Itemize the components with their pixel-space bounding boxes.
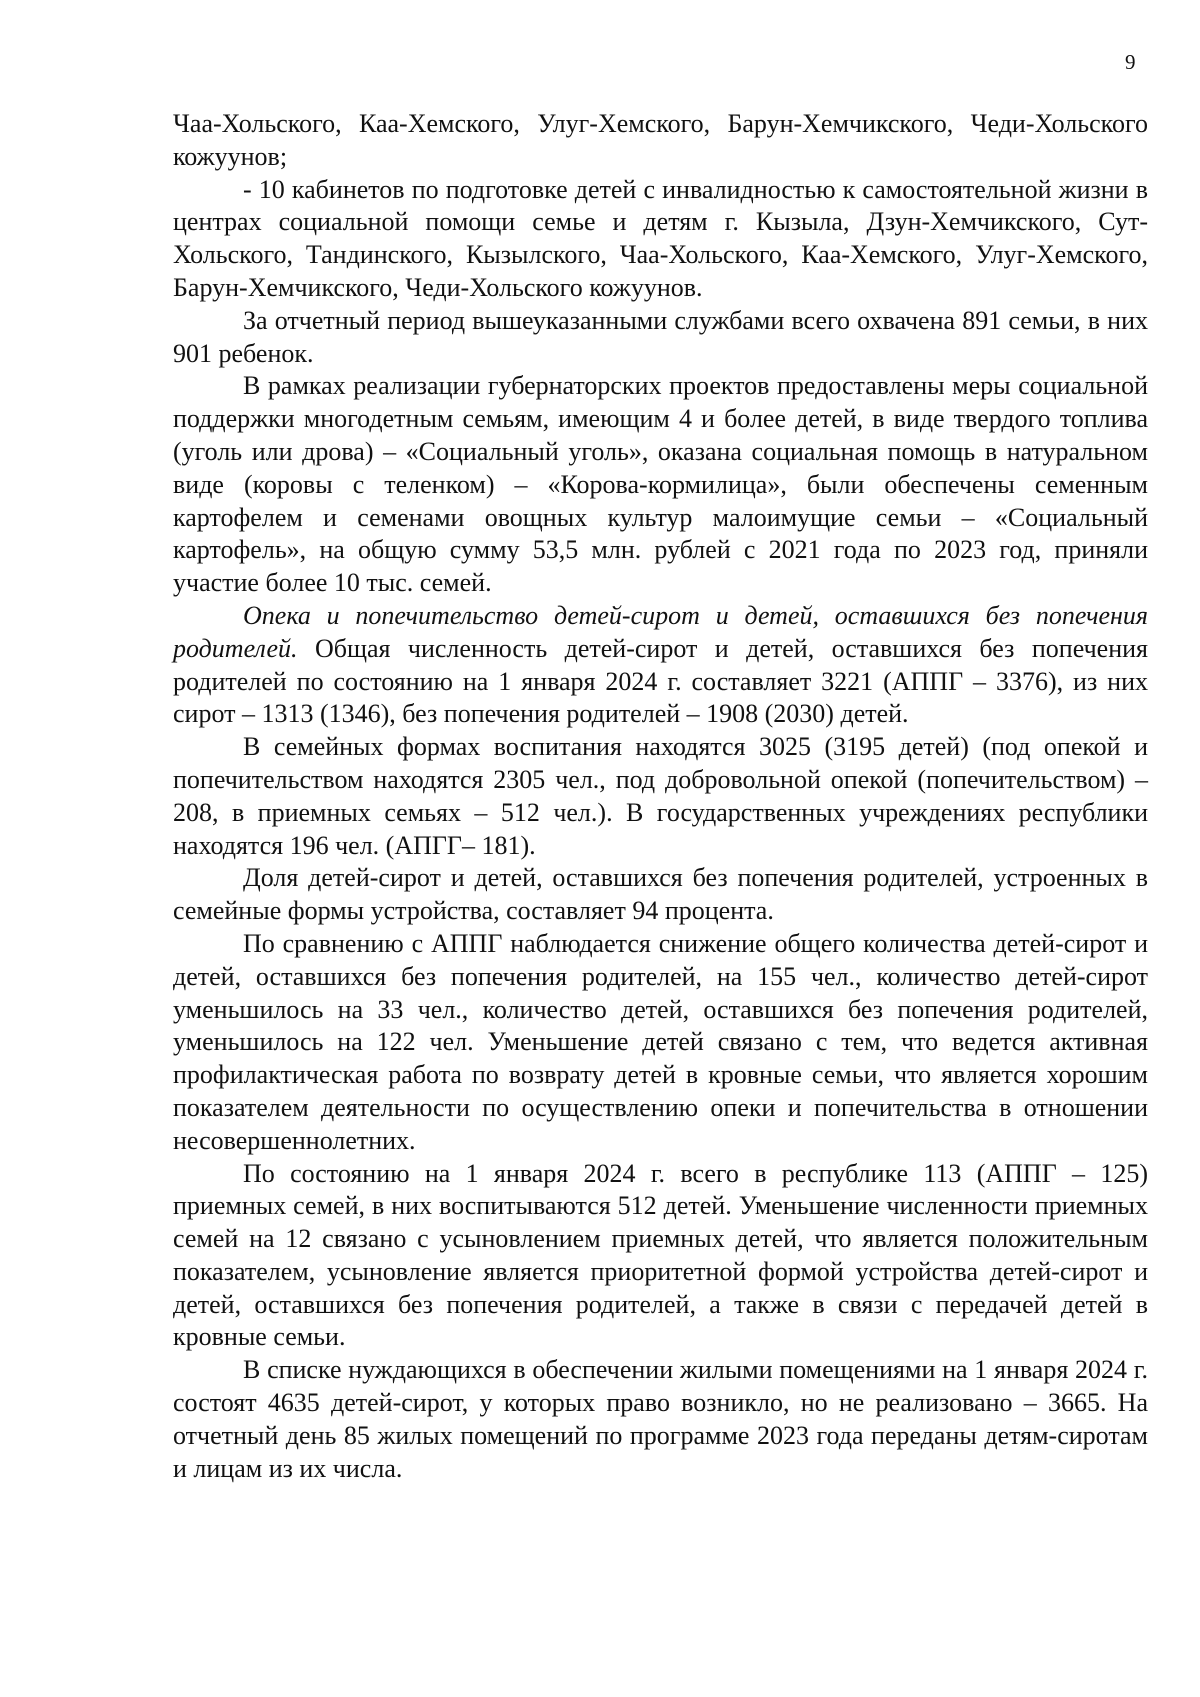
paragraph: По сравнению с АППГ наблюдается снижение общего количества детей-сирот и детей, оставшихся без попечения родителей, на 155 чел., количество детей-сирот уменьшилось на 33 чел., количество детей, оставшихся без попечения родителей, уменьшилось на 122 чел. Уменьшение детей связано с тем, что ведется активная профилактическая работа по возврату детей в кровные семьи, что является хорошим показателем деятельности по осуществлению опеки и попечительства в отношении несовершеннолетних. [173,928,1148,1155]
paragraph-guardianship [173,600,1148,731]
paragraph: В семейных формах воспитания находятся 3025 (3195 детей) (под опекой и попечительством находятся 2305 чел., под добровольной опекой (попечительством) – 208, в приемных семьях – 512 чел.). В государственных учреждениях республики находятся 196 чел. (АПГГ– 181). [173,732,1148,860]
paragraph: Доля детей-сирот и детей, оставшихся без попечения родителей, устроенных в семейные формы устройства, составляет 94 процента. [173,863,1148,926]
paragraph: В рамках реализации губернаторских проектов предоставлены меры социальной поддержки многодетным семьям, имеющим 4 и более детей, в виде твердого топлива (уголь или дрова) – «Социальный уголь», оказана социальная помощь в натуральном виде (коровы с теленком) – «Корова-кормилица», были обеспечены семенным картофелем и семенами овощных культур малоимущие семьи – «Социальный картофель», на общую сумму 53,5 млн. рублей с 2021 года по 2023 год, приняли участие более 10 тыс. семей. [173,371,1148,598]
paragraph: В списке нуждающихся в обеспечении жилыми помещениями на 1 января 2024 г. состоят 4635 детей-сирот, у которых право возникло, но не реализовано – 3665. На отчетный день 85 жилых помещений по программе 2023 года переданы детям-сиротам и лицам из их числа. [173,1355,1148,1483]
section-heading-italic: Опека и попечительство детей-сирот и детей, оставшихся без попечения родителей. [173,600,1148,663]
paragraph-text: Общая численность детей-сирот и детей, оставшихся без попечения родителей по состоянию на 1 января 2024 г. составляет 3221 (АППГ – 3376), из них сирот – 1313 (1346), без попечения родителей – 1908 (2030) детей. [173,633,1148,729]
paragraph-continuation: Чаа-Хольского, Каа-Хемского, Улуг-Хемского, Барун-Хемчикского, Чеди-Хольского кожуунов; [173,109,1148,171]
paragraph: По состоянию на 1 января 2024 г. всего в республике 113 (АППГ – 125) приемных семей, в них воспитываются 512 детей. Уменьшение численности приемных семей на 12 связано с усыновлением приемных детей, что является положительным показателем, усыновление является приоритетной формой устройства детей-сирот и детей, оставшихся без попечения родителей, а также в связи с передачей детей в кровные семьи. [173,1158,1148,1352]
document-body [173,108,1148,1485]
paragraph-list-item: - 10 кабинетов по подготовке детей с инвалидностью к самостоятельной жизни в центрах социальной помощи семье и детям г. Кызыла, Дзун-Хемчикского, Сут-Хольского, Тандинского, Кызылского, Чаа-Хольского, Каа-Хемского, Улуг-Хемского, Барун-Хемчикского, Чеди-Хольского кожуунов. [173,174,1148,302]
paragraph: За отчетный период вышеуказанными службами всего охвачена 891 семьи, в них 901 ребенок. [173,305,1148,368]
page-number: 9 [1125,50,1136,74]
